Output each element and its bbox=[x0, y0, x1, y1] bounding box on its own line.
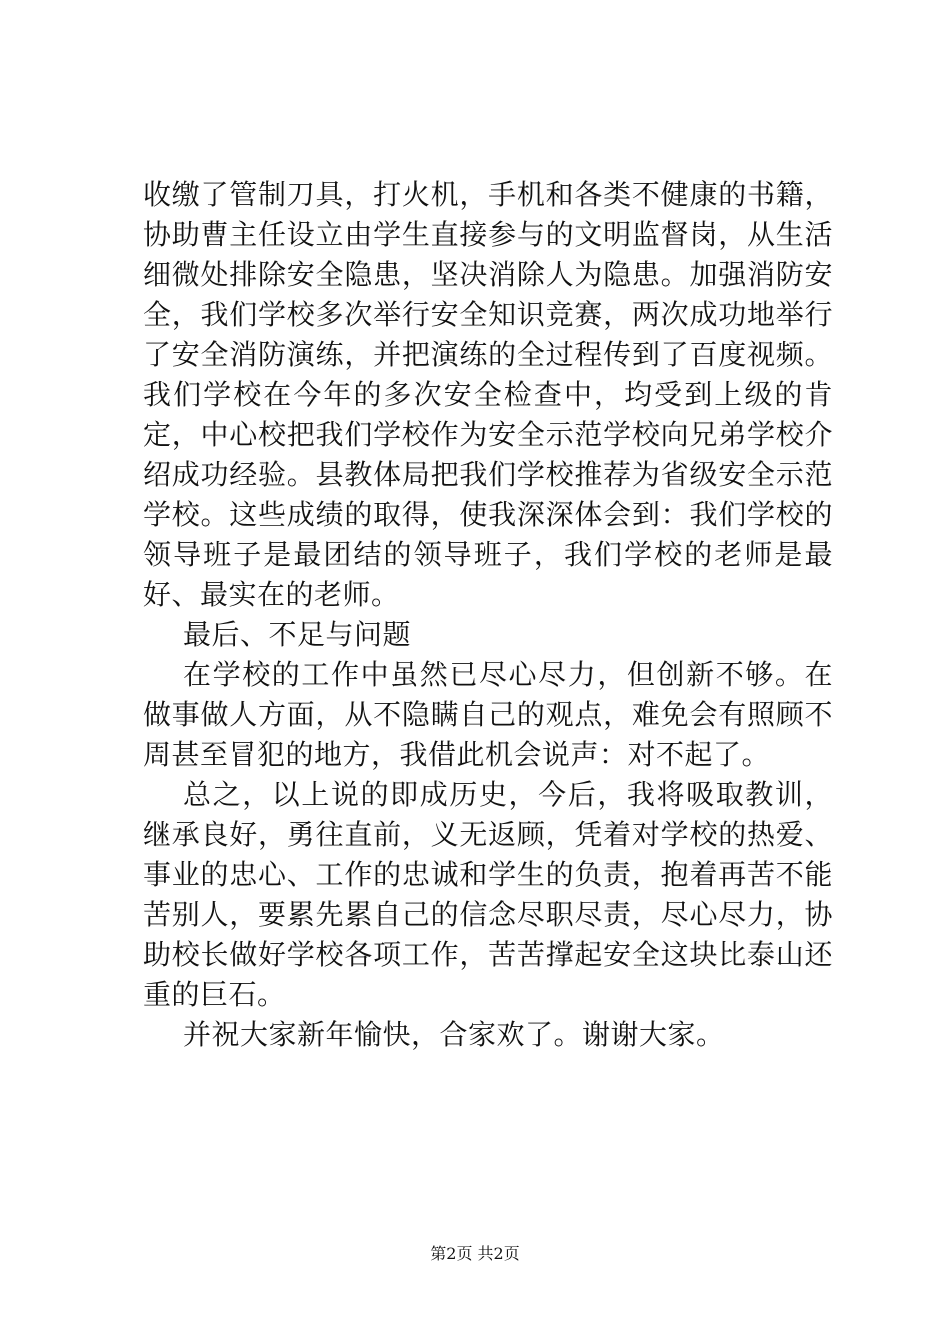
paragraph-conclusion: 总之，以上说的即成历史，今后，我将吸取教训，继承良好，勇往直前，义无返顾，凭着对学校的热爱、事业的忠心、工作的忠诚和学生的负责，抱着再苦不能苦别人，要累先累自己的信念尽职尽责，尽心尽力，协助校长做好学校各项工作，苦苦撑起安全这块比泰山还重的巨石。 bbox=[143, 778, 833, 1011]
paragraph-closing-wishes: 并祝大家新年愉快，合家欢了。谢谢大家。 bbox=[183, 1018, 725, 1051]
document-body bbox=[143, 175, 833, 1055]
paragraph-shortcomings: 在学校的工作中虽然已尽心尽力，但创新不够。在做事做人方面，从不隐瞒自己的观点，难免会有照顾不周甚至冒犯的地方，我借此机会说声：对不起了。 bbox=[143, 658, 833, 771]
paragraph-safety-achievements: 收缴了管制刀具，打火机，手机和各类不健康的书籍，协助曹主任设立由学生直接参与的文明监督岗，从生活细微处排除安全隐患，坚决消除人为隐患。加强消防安全，我们学校多次举行安全知识竞赛，两次成功地举行了安全消防演练，并把演练的全过程传到了百度视频。我们学校在今年的多次安全检查中，均受到上级的肯定，中心校把我们学校作为安全示范学校向兄弟学校介绍成功经验。县教体局把我们学校推荐为省级安全示范学校。这些成绩的取得，使我深深体会到：我们学校的领导班子是最团结的领导班子，我们学校的老师是最好、最实在的老师。 bbox=[143, 178, 833, 611]
section-heading-shortcomings: 最后、不足与问题 bbox=[183, 618, 412, 651]
page-footer: 第2页 共2页 bbox=[430, 1244, 520, 1263]
